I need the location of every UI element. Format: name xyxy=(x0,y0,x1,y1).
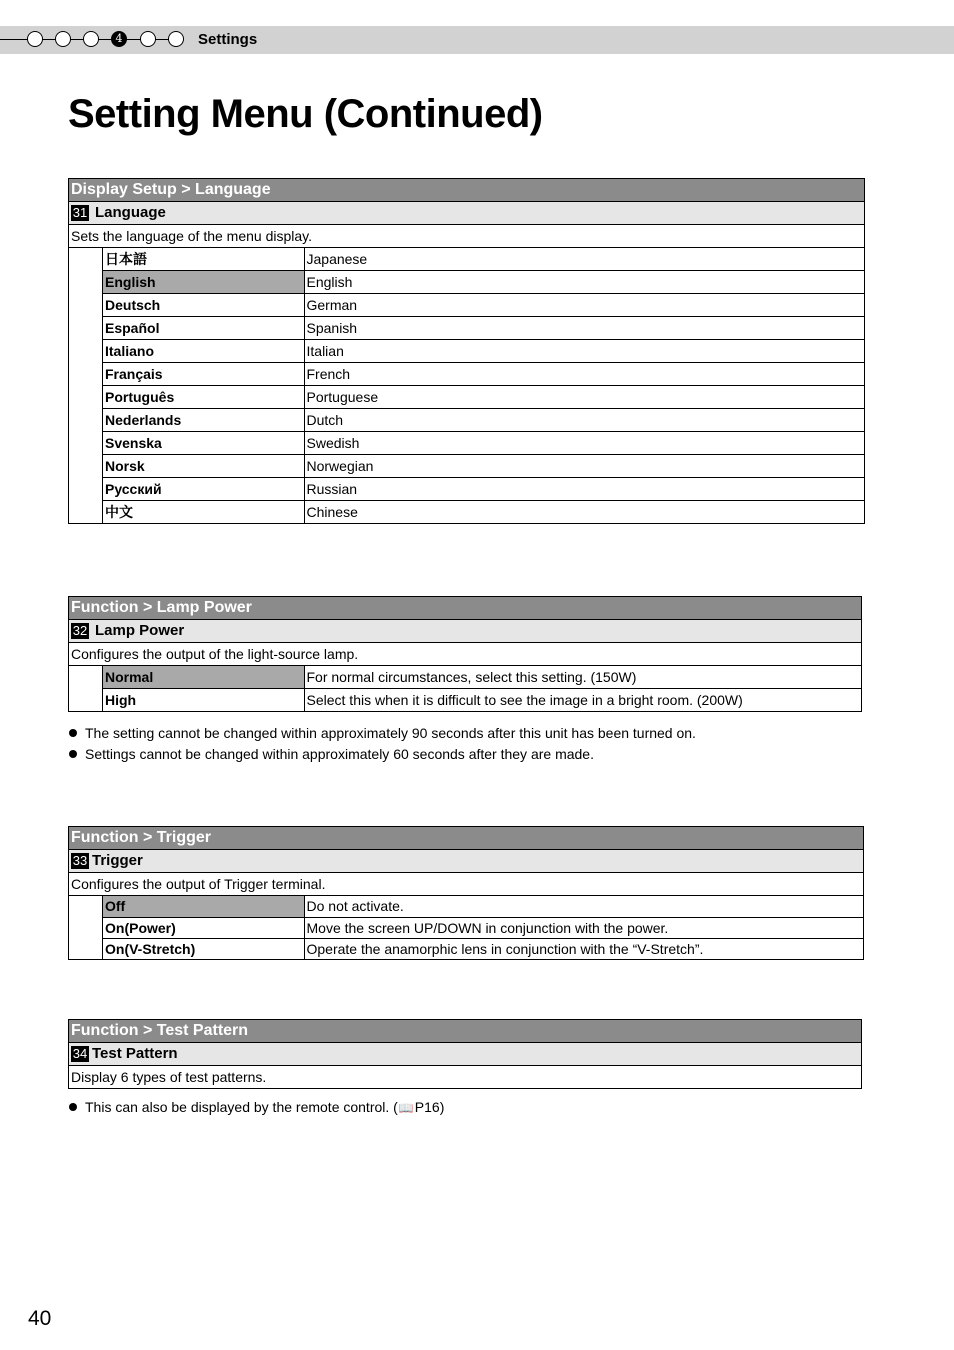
option-row xyxy=(103,248,864,271)
options-table xyxy=(69,896,863,959)
option-value: For normal circumstances, select this setting. (150W) xyxy=(304,666,861,689)
option-value: Swedish xyxy=(304,432,864,455)
option-row xyxy=(103,938,863,959)
option-value: Select this when it is difficult to see the image in a bright room. (200W) xyxy=(306,692,743,708)
option-row xyxy=(103,478,864,501)
test-pattern-notes xyxy=(68,1097,444,1118)
menu-path: Display Setup > Language xyxy=(69,179,864,202)
menu-path: Function > Trigger xyxy=(69,827,863,850)
language-panel xyxy=(68,178,865,524)
option-value: Chinese xyxy=(306,504,358,520)
option-key: High xyxy=(103,689,304,712)
options-indent xyxy=(69,248,103,523)
option-key: Deutsch xyxy=(103,294,304,317)
option-row xyxy=(103,386,864,409)
item-heading xyxy=(69,202,864,225)
option-row xyxy=(103,501,864,524)
option-row xyxy=(103,455,864,478)
option-row xyxy=(103,271,864,294)
chapter-dot-current: 4 xyxy=(111,31,127,47)
option-value: Operate the anamorphic lens in conjunction with the “V-Stretch”. xyxy=(306,940,704,957)
option-value: French xyxy=(304,363,864,386)
chapter-dot-icon xyxy=(168,31,184,47)
item-name: Test Pattern xyxy=(92,1045,178,1062)
option-key: Español xyxy=(103,317,304,340)
option-value: Move the screen UP/DOWN in conjunction with the power. xyxy=(304,917,863,938)
option-value: Norwegian xyxy=(304,455,864,478)
item-description: Configures the output of the light-source lamp. xyxy=(69,643,861,666)
option-row xyxy=(103,340,864,363)
option-value: Spanish xyxy=(304,317,864,340)
item-description: Configures the output of Trigger terminal. xyxy=(69,873,863,896)
menu-path: Function > Test Pattern xyxy=(69,1020,861,1043)
option-key: Norsk xyxy=(103,455,304,478)
chapter-dot-icon xyxy=(140,31,156,47)
chapter-dot-icon xyxy=(27,31,43,47)
item-name: Lamp Power xyxy=(95,622,185,639)
note-item: This can also be displayed by the remote control. (📖P16) xyxy=(68,1097,444,1118)
option-row xyxy=(103,409,864,432)
option-key: English xyxy=(103,271,304,294)
options-table xyxy=(69,666,861,711)
chapter-dot-icon xyxy=(55,31,71,47)
item-number-badge: 32 xyxy=(72,623,88,638)
option-row xyxy=(103,666,861,689)
option-row xyxy=(103,317,864,340)
note-item: Settings cannot be changed within approximately 60 seconds after they are made. xyxy=(68,744,696,765)
item-heading xyxy=(69,850,863,873)
option-key: On(Power) xyxy=(103,917,304,938)
options-table xyxy=(69,248,864,523)
item-description: Sets the language of the menu display. xyxy=(69,225,864,248)
page-reference: P16 xyxy=(414,1099,440,1115)
options-indent xyxy=(69,896,103,959)
section-label: Settings xyxy=(198,31,258,48)
option-key: Svenska xyxy=(103,432,304,455)
page-number: 40 xyxy=(28,1307,52,1330)
option-key: Português xyxy=(103,386,304,409)
option-key: Русский xyxy=(103,478,304,501)
option-row xyxy=(103,917,863,938)
option-key: On(V-Stretch) xyxy=(103,938,304,959)
trigger-panel xyxy=(68,826,864,960)
option-key: Off xyxy=(103,896,304,917)
option-row xyxy=(103,432,864,455)
option-row xyxy=(103,896,863,917)
item-description: Display 6 types of test patterns. xyxy=(71,1069,267,1085)
chapter-header-bar xyxy=(0,26,954,54)
option-key: Nederlands xyxy=(103,409,304,432)
options-indent xyxy=(69,666,103,711)
option-value: Do not activate. xyxy=(304,896,863,917)
item-number-badge: 31 xyxy=(72,205,88,220)
option-value: Dutch xyxy=(304,409,864,432)
option-key: 日本語 xyxy=(103,248,304,271)
option-value: German xyxy=(304,294,864,317)
option-key: Italiano xyxy=(103,340,304,363)
option-row xyxy=(103,689,861,712)
item-number-badge: 33 xyxy=(72,853,88,868)
note-item: The setting cannot be changed within approximately 90 seconds after this unit has been turned on. xyxy=(68,723,696,744)
chapter-dot-icon xyxy=(83,31,99,47)
option-value: English xyxy=(304,271,864,294)
option-key: Français xyxy=(103,363,304,386)
item-number-badge: 34 xyxy=(72,1046,88,1061)
item-heading xyxy=(69,620,861,643)
option-value: Japanese xyxy=(304,248,864,271)
option-value: Russian xyxy=(304,478,864,501)
test-pattern-panel xyxy=(68,1019,862,1089)
option-value: Portuguese xyxy=(304,386,864,409)
option-value: Italian xyxy=(304,340,864,363)
menu-path: Function > Lamp Power xyxy=(69,597,861,620)
page-title: Setting Menu (Continued) xyxy=(68,92,543,136)
item-name: Language xyxy=(95,204,166,221)
item-heading xyxy=(69,1043,861,1066)
option-row xyxy=(103,363,864,386)
lamp-power-notes xyxy=(68,723,696,765)
option-key: Normal xyxy=(103,666,304,689)
option-row xyxy=(103,294,864,317)
manual-book-icon: 📖 xyxy=(398,1101,414,1115)
lamp-power-panel xyxy=(68,596,862,712)
item-name: Trigger xyxy=(92,852,143,869)
option-key: 中文 xyxy=(103,501,304,524)
